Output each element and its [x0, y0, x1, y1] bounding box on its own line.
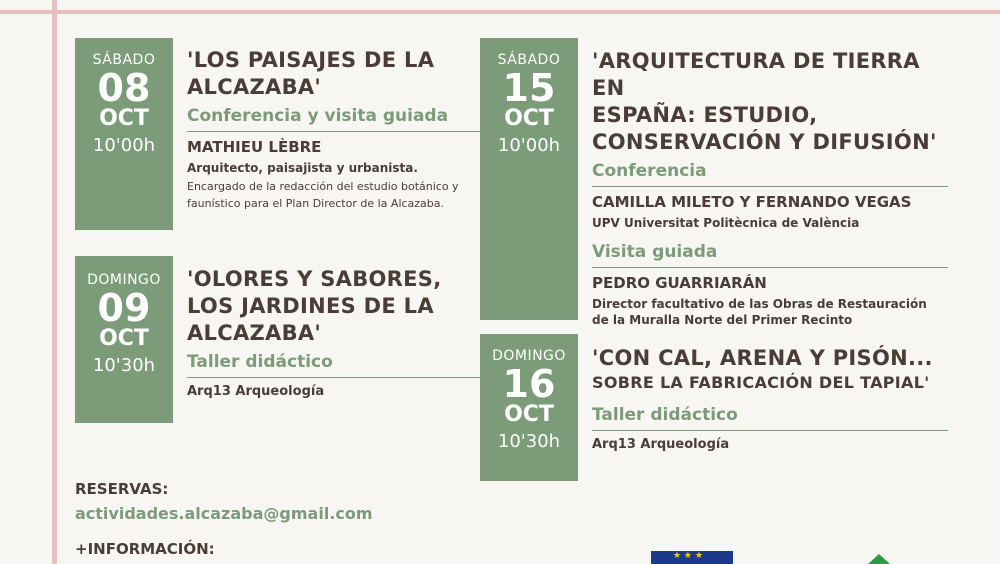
top-border	[0, 0, 1000, 14]
event-type: Taller didáctico	[187, 351, 480, 378]
reservations-email[interactable]: actividades.alcazaba@gmail.com	[75, 504, 373, 523]
event-09	[187, 266, 480, 400]
event-title: 'ARQUITECTURA DE TIERRA EN ESPAÑA: ESTUDIO, CONSERVACIÓN Y DIFUSIÓN'	[592, 49, 937, 154]
organizer: Arq13 Arqueología	[187, 384, 325, 399]
event-08	[187, 47, 480, 212]
month-label: OCT	[504, 402, 554, 427]
month-label: OCT	[99, 106, 149, 131]
event-16	[592, 345, 948, 453]
day-number: 09	[97, 286, 151, 330]
left-border	[52, 0, 57, 564]
month-label: OCT	[504, 106, 554, 131]
eu-stars-icon: ★ ★ ★	[673, 551, 703, 561]
day-number: 16	[502, 362, 556, 406]
event-subtitle: SOBRE LA FABRICACIÓN DEL TAPIAL'	[592, 373, 930, 392]
reservations	[75, 480, 373, 523]
event-15	[592, 48, 948, 328]
event-title: 'LOS PAISAJES DE LA ALCAZABA'	[187, 48, 435, 99]
more-info	[75, 540, 215, 558]
time-label: 10'30h	[497, 431, 561, 452]
date-badge-16	[480, 334, 578, 481]
event-title: 'OLORES Y SABORES, LOS JARDINES DE LA ALCAZABA'	[187, 267, 442, 345]
month-label: OCT	[99, 326, 149, 351]
speaker-role: UPV Universitat Politècnica de València	[592, 216, 860, 230]
date-badge-09	[75, 256, 173, 423]
speaker-name-2: PEDRO GUARRIARÁN	[592, 274, 767, 292]
event-title: 'CON CAL, ARENA Y PISÓN...	[592, 346, 933, 370]
time-label: 10'00h	[497, 135, 561, 156]
time-label: 10'00h	[92, 135, 156, 156]
event-type-2: Visita guiada	[592, 241, 948, 268]
speaker-name: CAMILLA MILETO Y FERNANDO VEGAS	[592, 193, 912, 211]
day-label: DOMINGO	[492, 348, 566, 364]
speaker-note: Encargado de la redacción del estudio botánico y faunístico para el Plan Director de la Alcazaba.	[187, 180, 459, 210]
speaker-role: Arquitecto, paisajista y urbanista.	[187, 161, 418, 175]
green-triangle-logo	[868, 554, 890, 564]
date-badge-15	[480, 38, 578, 320]
reservations-label: RESERVAS:	[75, 480, 169, 498]
day-number: 08	[97, 66, 151, 110]
organizer: Arq13 Arqueología	[592, 437, 730, 452]
day-label: SÁBADO	[92, 52, 156, 68]
event-type: Conferencia y visita guiada	[187, 105, 480, 132]
day-label: SÁBADO	[497, 52, 561, 68]
eu-flag-logo	[651, 551, 733, 564]
date-badge-08	[75, 38, 173, 230]
day-number: 15	[502, 66, 556, 110]
day-label: DOMINGO	[87, 272, 161, 288]
speaker-role-2: Director facultativo de las Obras de Restauración de la Muralla Norte del Primer Recinto	[592, 297, 927, 327]
event-type: Taller didáctico	[592, 404, 948, 431]
event-type: Conferencia	[592, 160, 948, 187]
time-label: 10'30h	[92, 355, 156, 376]
more-info-label: +INFORMACIÓN:	[75, 540, 215, 558]
speaker-name: MATHIEU LÈBRE	[187, 138, 322, 156]
